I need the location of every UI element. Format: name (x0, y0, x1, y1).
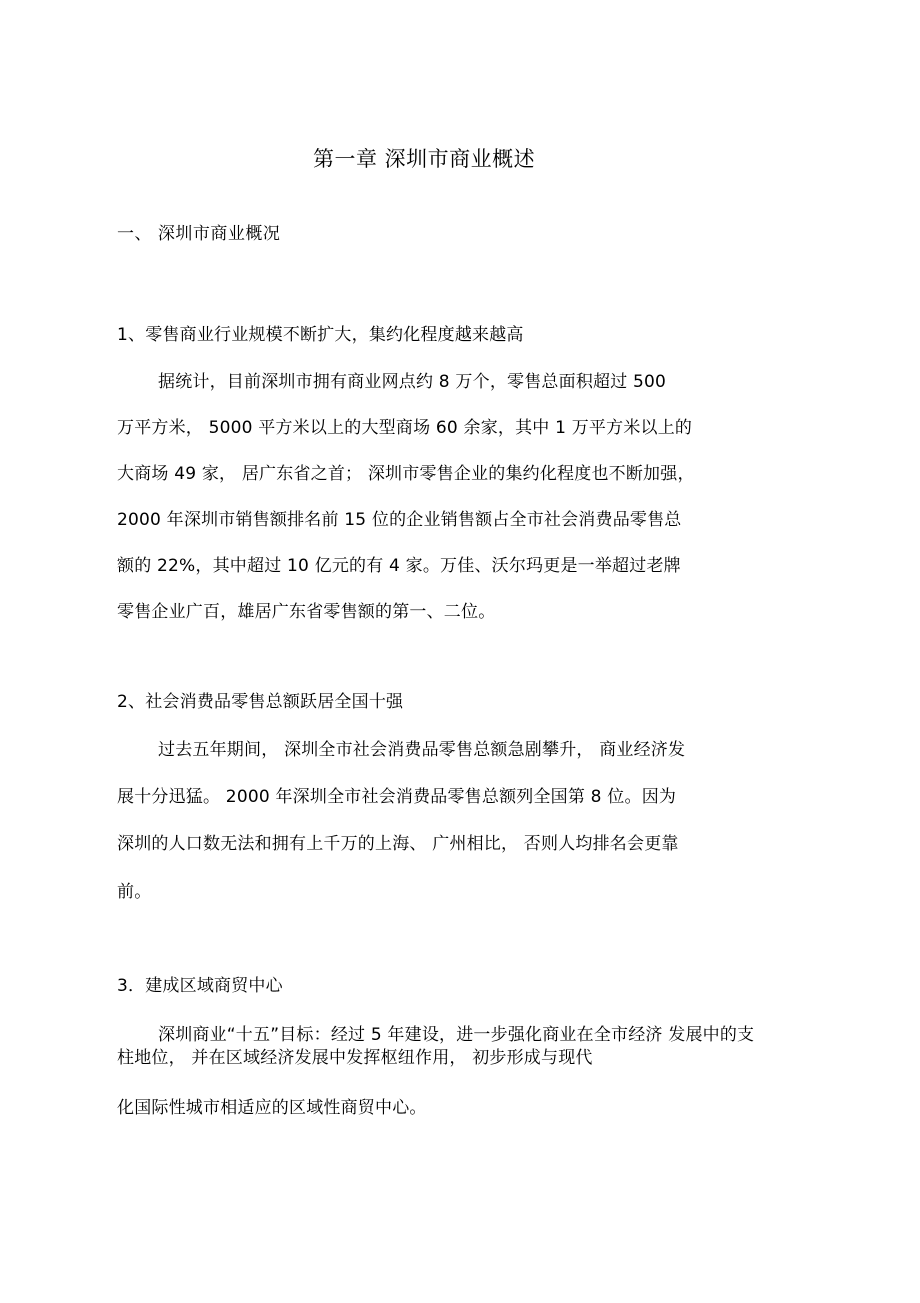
subsection-2-line-2: 展十分迅猛。 2000 年深圳全市社会消费品零售总额列全国第 8 位。因为 (117, 787, 677, 807)
subsection-2-heading: 2、社会消费品零售总额跃居全国十强 (117, 692, 404, 712)
subsection-1-line-4: 2000 年深圳市销售额排名前 15 位的企业销售额占全市社会消费品零售总 (117, 510, 682, 530)
subsection-1-line-5: 额的 22%，其中超过 10 亿元的有 4 家。万佳、沃尔玛更是一举超过老牌 (117, 556, 681, 576)
chapter-title: 第一章 深圳市商业概述 (313, 147, 536, 171)
subsection-3-heading: 3．建成区域商贸中心 (117, 976, 283, 996)
subsection-2-line-4: 前。 (117, 882, 152, 902)
subsection-1-line-6: 零售企业广百，雄居广东省零售额的第一、二位。 (117, 602, 496, 622)
subsection-1-line-3: 大商场 49 家， 居广东省之首； 深圳市零售企业的集约化程度也不断加强， (117, 464, 695, 484)
subsection-1-line-2: 万平方米， 5000 平方米以上的大型商场 60 余家，其中 1 万平方米以上的 (117, 418, 693, 438)
subsection-2-line-1: 过去五年期间， 深圳全市社会消费品零售总额急剧攀升， 商业经济发 (158, 740, 686, 760)
subsection-3-line-2: 柱地位， 并在区域经济发展中发挥枢纽作用， 初步形成与现代 (117, 1048, 593, 1068)
subsection-1-line-1: 据统计，目前深圳市拥有商业网点约 8 万个，零售总面积超过 500 (158, 372, 667, 392)
section-heading: 一、 深圳市商业概况 (117, 224, 281, 244)
subsection-1-heading: 1、零售商业行业规模不断扩大，集约化程度越来越高 (117, 325, 524, 345)
subsection-3-line-1: 深圳商业“十五”目标：经过 5 年建设，进一步强化商业在全市经济 发展中的支 (158, 1025, 755, 1045)
subsection-3-line-3: 化国际性城市相适应的区域性商贸中心。 (117, 1098, 427, 1118)
subsection-2-line-3: 深圳的人口数无法和拥有上千万的上海、 广州相比， 否则人均排名会更靠 (117, 834, 679, 854)
